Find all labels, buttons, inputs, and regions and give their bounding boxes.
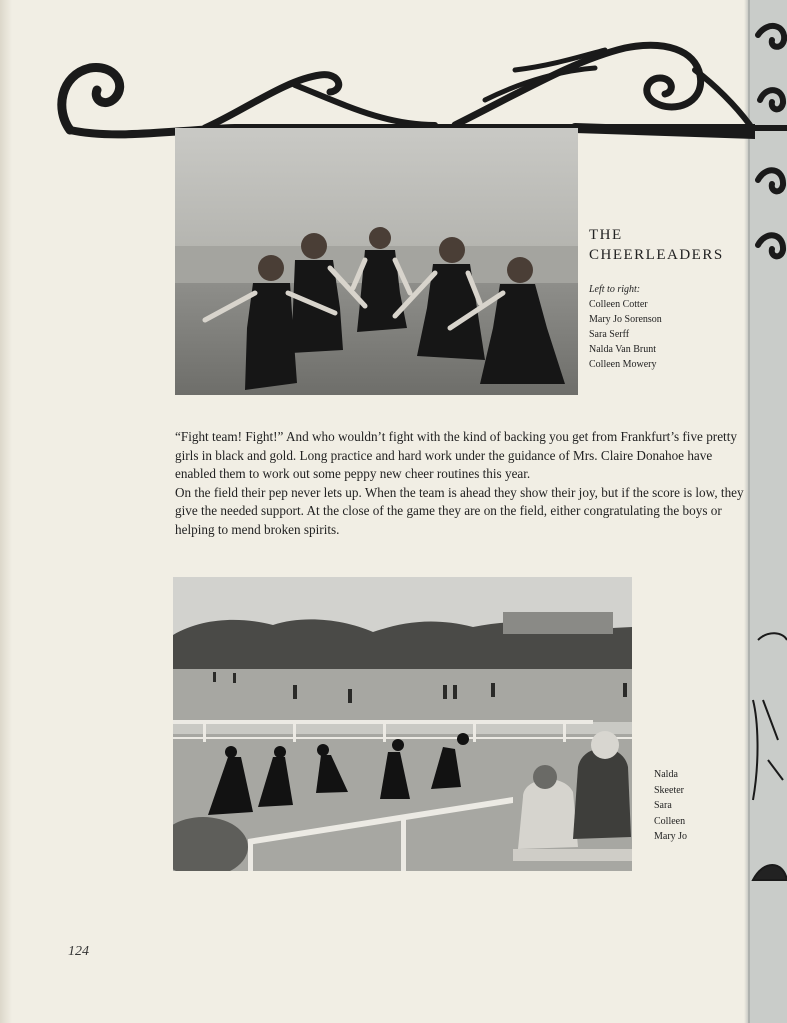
heading-line-2: CHEERLEADERS	[589, 247, 724, 263]
field-cheer-photo	[173, 577, 632, 871]
article-body	[175, 428, 750, 539]
caption-name: Nalda Van Brunt	[589, 344, 657, 355]
paragraph: “Fight team! Fight!” And who wouldn’t fight with the kind of backing you get from Frankfurt’s five pretty girls in black and gold. Long practice and hard work under the guidance of Mrs. Claire Donahoe have enabled them to work out some peppy new cheer routines this year.	[175, 429, 737, 481]
page-edge-shadow	[0, 0, 12, 1023]
caption-name: Nalda	[654, 769, 678, 780]
caption-name: Sara Serff	[589, 329, 630, 340]
page-number: 124	[68, 944, 89, 959]
field-photo-caption	[654, 767, 687, 845]
heading-line-1: THE	[589, 227, 623, 243]
caption-name: Colleen Mowery	[589, 359, 657, 370]
caption-name: Colleen	[654, 815, 686, 827]
photo-caption	[589, 282, 662, 372]
caption-name: Sara	[654, 800, 672, 811]
section-heading	[589, 225, 724, 265]
paragraph: On the field their pep never lets up. When the team is ahead they show their joy, but if the score is low, they give the needed support. At the close of the game they are on the field, either congratulating the boys or helping to mend broken spirits.	[175, 484, 744, 537]
caption-name: Mary Jo	[654, 831, 688, 842]
cheerleaders-group-photo	[175, 128, 578, 395]
facing-page-ornament	[748, 0, 787, 1023]
caption-name: Colleen Cotter	[589, 299, 648, 310]
caption-intro: Left to right:	[589, 284, 641, 295]
caption-name: Skeeter	[654, 784, 684, 796]
caption-name: Mary Jo Sorenson	[589, 314, 662, 325]
